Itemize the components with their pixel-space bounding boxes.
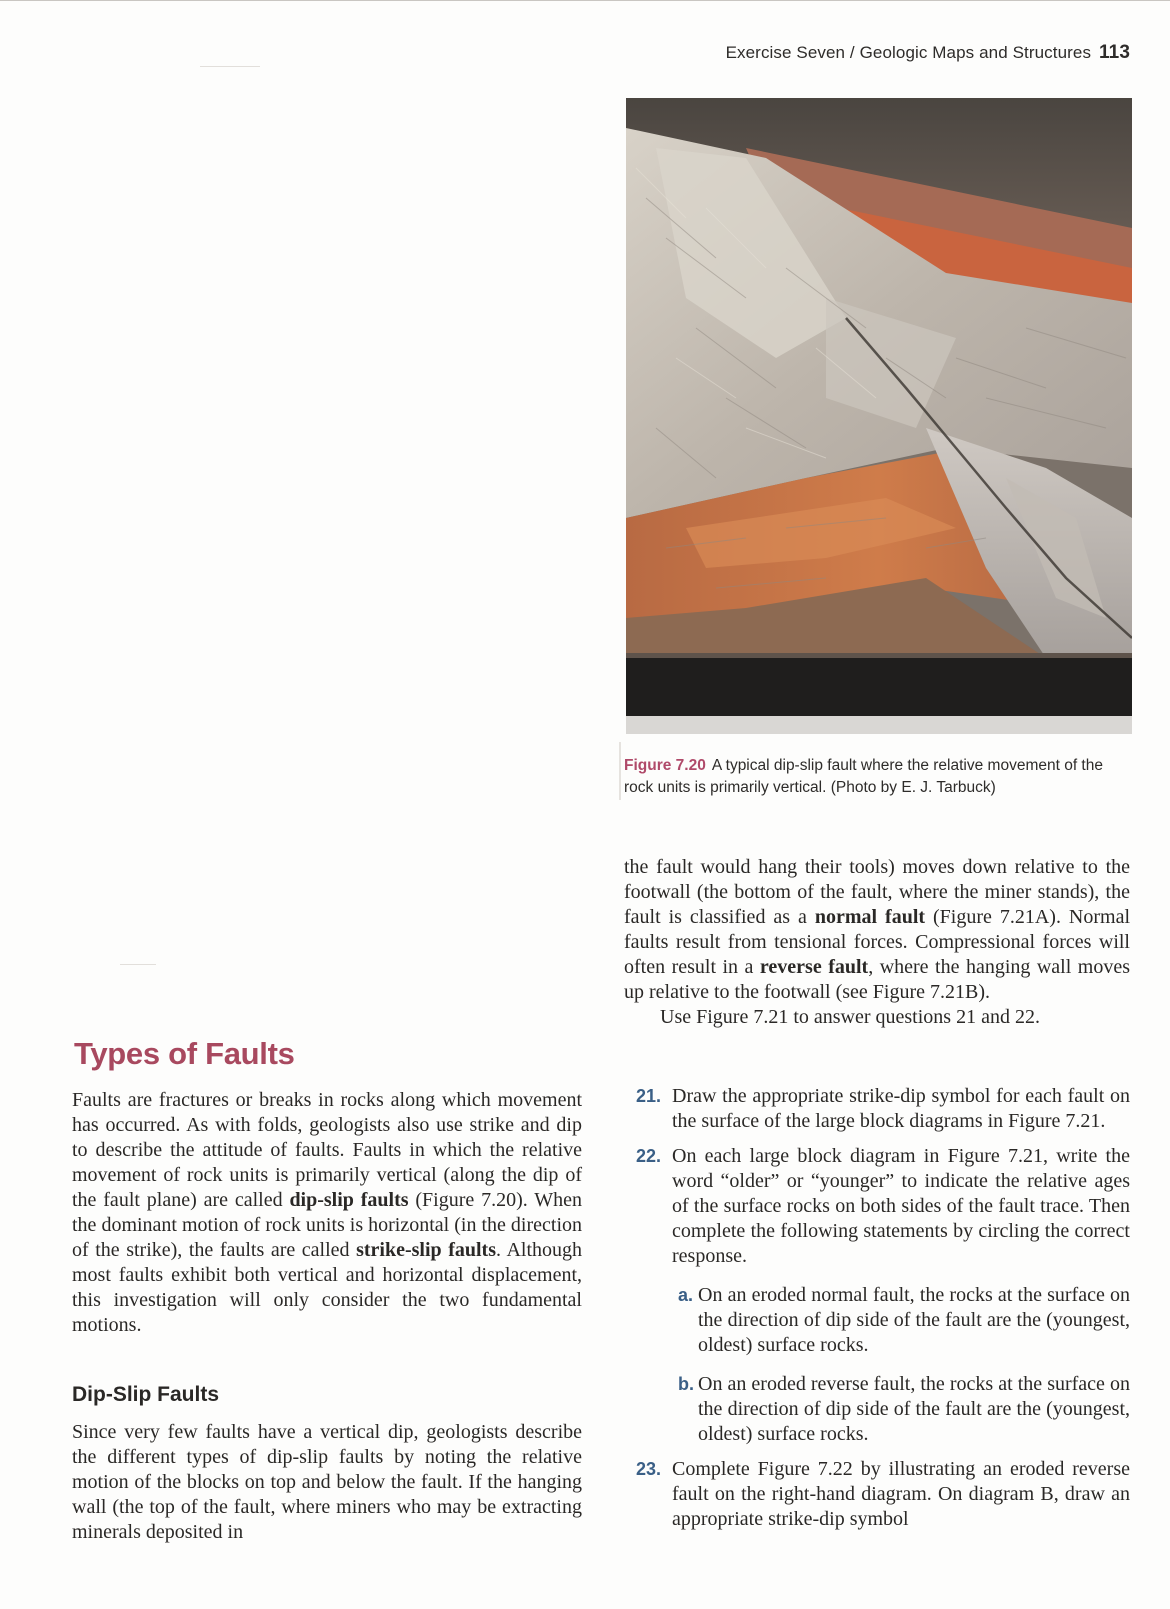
- sub-question-letter: a.: [678, 1285, 694, 1305]
- question-number: 23.: [636, 1459, 662, 1479]
- question-number: 22.: [636, 1146, 662, 1166]
- sub-question-text: On an eroded normal fault, the rocks at the surface on the direction of dip side of the fault are the (youngest, oldest) surface rocks.: [698, 1284, 1130, 1356]
- subsection-title: Dip-Slip Faults: [72, 1383, 219, 1406]
- text-run: . Although most faults exhibit both vertical and horizontal displacement, this investigation will only consider the two fundamental motions.: [72, 1239, 583, 1336]
- figure-caption: [624, 755, 1134, 799]
- dip-slip-fault-photo: [626, 98, 1132, 734]
- paragraph: Since very few faults have a vertical dip, geologists describe the different types of dip-slip faults by noting the relative motion of the blocks on top and below the fault. If the hanging wall (the top of the fault, where miners who may be extracting minerals deposited in: [72, 1421, 582, 1543]
- text-run: Faults are fractures or breaks in rocks along which movement has occurred. As with folds, geologists also use strike and dip to describe the attitude of faults. Faults in which the relative movement of rock units is primarily vertical (along the dip of the fault plane) are called: [72, 1089, 582, 1211]
- text-run: (Figure 7.21A). Normal faults result from tensional forces. Compressional forces will often result in a: [624, 906, 1131, 978]
- running-title: Exercise Seven / Geologic Maps and Structures: [725, 43, 1092, 62]
- running-head: [726, 42, 1130, 64]
- section-title: Types of Faults: [74, 1036, 295, 1071]
- term-strike-slip-faults: strike-slip faults: [356, 1239, 496, 1261]
- text-run: (Figure 7.20). When the dominant motion of rock units is horizontal (in the direction of the strike), the faults are called: [72, 1189, 583, 1261]
- page-number: 113: [1099, 42, 1130, 63]
- paragraph: Use Figure 7.21 to answer questions 21 and 22.: [660, 1006, 1040, 1028]
- sub-question-letter: b.: [678, 1374, 694, 1394]
- text-run: , where the hanging wall moves up relative to the footwall (see Figure 7.21B).: [624, 956, 1130, 1003]
- figure-label: Figure 7.20: [624, 757, 706, 774]
- paragraph: [624, 855, 1130, 1005]
- scan-artifact: [200, 66, 260, 67]
- page-top-rule: [0, 0, 1170, 1]
- term-reverse-fault: reverse fault: [759, 956, 869, 978]
- text-run: the fault would hang their tools) moves down relative to the footwall (the bottom of the fault, where the miner stands), the fault is classified as a: [624, 856, 1130, 928]
- question-item: [636, 1457, 1130, 1532]
- right-column-text: [624, 855, 1130, 1030]
- sub-question-item: [636, 1372, 1130, 1447]
- question-text: Draw the appropriate strike-dip symbol for each fault on the surface of the large block diagrams in Figure 7.21.: [672, 1085, 1130, 1132]
- term-dip-slip-faults: dip-slip faults: [289, 1189, 409, 1211]
- question-item: [636, 1144, 1130, 1269]
- sub-question-text: On an eroded reverse fault, the rocks at the surface on the direction of dip side of the fault are the (youngest, oldest) surface rocks.: [698, 1373, 1130, 1445]
- question-number: 21.: [636, 1086, 662, 1106]
- sub-question-item: [636, 1283, 1130, 1358]
- question-item: [636, 1084, 1130, 1134]
- term-normal-fault: normal fault: [814, 906, 926, 928]
- question-text: On each large block diagram in Figure 7.21, write the word “older” or “younger” to indicate the relative ages of the surface rocks on both sides of the fault trace. Then complete the following statements by circling the correct response.: [672, 1145, 1130, 1267]
- left-column-text-2: [72, 1420, 582, 1545]
- caption-rule: [619, 742, 621, 800]
- scan-artifact: [120, 964, 156, 965]
- left-column-text: [72, 1088, 582, 1338]
- figure-caption-text: A typical dip-slip fault where the relative movement of the rock units is primarily vertical. (Photo by E. J. Tarbuck): [624, 757, 1103, 796]
- question-text: Complete Figure 7.22 by illustrating an eroded reverse fault on the right-hand diagram. On diagram B, draw an appropriate strike-dip symbol: [672, 1458, 1130, 1530]
- question-list: [636, 1084, 1130, 1542]
- paragraph: [72, 1088, 582, 1338]
